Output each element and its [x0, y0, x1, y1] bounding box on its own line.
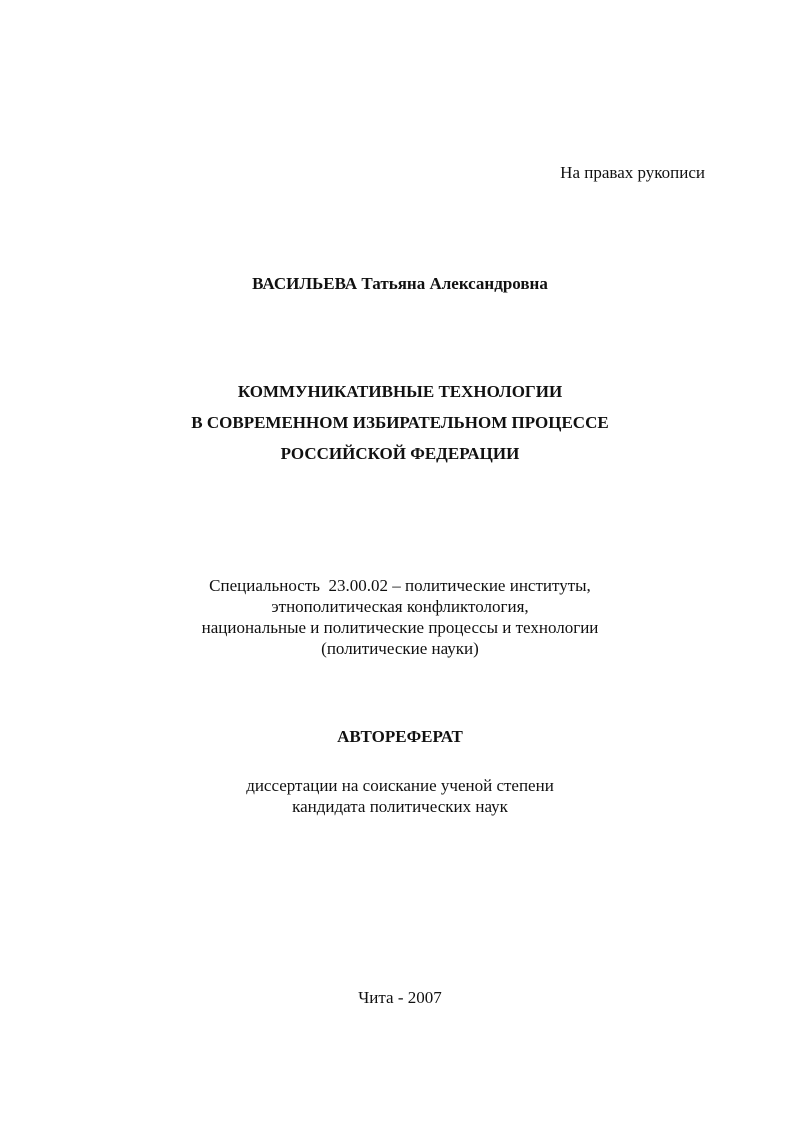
specialty-line: этнополитическая конфликтология,	[271, 597, 529, 616]
dissertation-title	[0, 376, 800, 469]
document-type: АВТОРЕФЕРАТ	[337, 727, 463, 746]
degree-block	[0, 775, 800, 817]
specialty-line: национальные и политические процессы и технологии	[201, 618, 599, 637]
title-line: КОММУНИКАТИВНЫЕ ТЕХНОЛОГИИ	[237, 382, 563, 401]
title-line: РОССИЙСКОЙ ФЕДЕРАЦИИ	[280, 444, 520, 463]
title-line: В СОВРЕМЕННОМ ИЗБИРАТЕЛЬНОМ ПРОЦЕССЕ	[191, 413, 609, 432]
specialty-block	[0, 575, 800, 659]
manuscript-note: На правах рукописи	[560, 163, 705, 182]
degree-line: кандидата политических наук	[292, 797, 508, 816]
specialty-line: Специальность 23.00.02 – политические институты,	[209, 576, 591, 595]
place-year: Чита - 2007	[358, 988, 442, 1007]
specialty-line: (политические науки)	[321, 639, 479, 658]
degree-line: диссертации на соискание ученой степени	[246, 776, 554, 795]
author-name: ВАСИЛЬЕВА Татьяна Александровна	[252, 274, 548, 293]
